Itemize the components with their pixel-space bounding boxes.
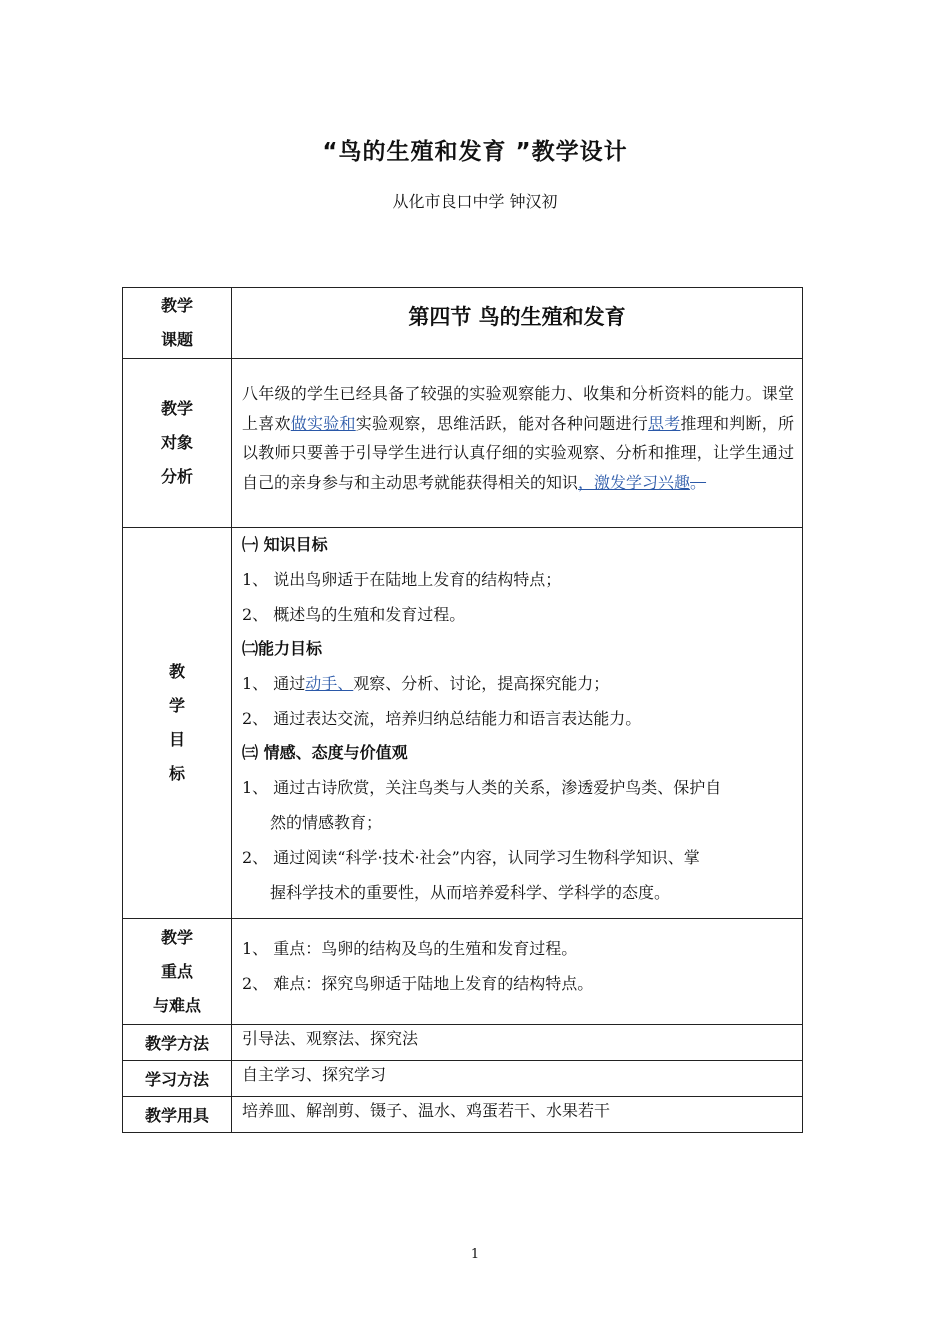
focus-item-key: 1、 重点：鸟卵的结构及鸟的生殖和发育过程。	[242, 939, 578, 958]
emotion-item-2: 2、 通过阅读“科学·技术·社会”内容，认同学习生物科学知识、掌	[242, 848, 700, 867]
goals-row	[123, 528, 803, 919]
analysis-link-experiment[interactable]: 做实验和	[290, 413, 356, 433]
emotion-heading: ㈢ 情感、态度与价值观	[242, 743, 408, 762]
focus-label-line-1: 教学	[160, 927, 193, 947]
focus-item-difficult: 2、 难点：探究鸟卵适于陆地上发育的结构特点。	[242, 974, 594, 993]
methods-row	[123, 1025, 803, 1061]
subject-row	[123, 288, 803, 359]
analysis-text-part-2: 实验观察，思维活跃，能对各种问题进行	[355, 413, 649, 433]
knowledge-item-1: 1、 说出鸟卵适于在陆地上发育的结构特点；	[242, 570, 562, 589]
goals-content	[232, 528, 802, 910]
methods-value: 引导法、观察法、探究法	[242, 1029, 419, 1048]
goals-label-line-1: 教	[168, 662, 185, 681]
methods-cell	[232, 1025, 803, 1061]
analysis-label-line-3: 分析	[160, 467, 193, 486]
goals-cell	[232, 528, 803, 919]
analysis-strikethrough: 。	[690, 472, 707, 492]
analysis-row	[123, 359, 803, 528]
analysis-text-part-1: 八年级的学生已经具备了较强的实验观察能力、收集和分析资料的能力。课堂上喜欢	[242, 384, 794, 433]
focus-row	[123, 919, 803, 1025]
study-cell	[232, 1061, 803, 1097]
focus-label	[123, 919, 232, 1025]
emotion-item-1: 1、 通过古诗欣赏，关注鸟类与人类的关系，渗透爱护鸟类、保护自	[242, 778, 722, 797]
subject-label	[123, 288, 232, 359]
goals-label-line-2: 学	[168, 696, 185, 715]
study-row	[123, 1061, 803, 1097]
tools-value: 培养皿、解剖剪、镊子、温水、鸡蛋若干、水果若干	[242, 1101, 611, 1120]
focus-content	[232, 919, 802, 1001]
ability-heading: ㈡能力目标	[242, 639, 323, 658]
tools-row	[123, 1097, 803, 1133]
study-value: 自主学习、探究学习	[242, 1065, 387, 1084]
analysis-label	[123, 359, 232, 528]
lesson-plan-table	[122, 287, 803, 1133]
focus-label-line-2: 重点	[160, 961, 193, 981]
tools-label: 教学用具	[123, 1097, 232, 1133]
analysis-label-line-2: 对象	[160, 433, 193, 452]
focus-label-line-3: 与难点	[152, 995, 201, 1015]
page-number: 1	[470, 1247, 480, 1262]
ability-item-2: 2、 通过表达交流，培养归纳总结能力和语言表达能力。	[242, 709, 642, 728]
goals-label-line-3: 目	[168, 730, 185, 749]
analysis-cell	[232, 359, 803, 528]
analysis-label-line-1: 教学	[160, 399, 193, 418]
analysis-text-part-3: 推理和判断，所以教师只要善于引导学生进行认真仔细的实验观察、分析和推理，让学生通过自己的亲身参与和主动思考就能获得相关的知识	[242, 413, 794, 492]
ability-item-1	[242, 666, 792, 701]
document-author: 从化市良口中学 钟汉初	[392, 192, 558, 211]
document-title: “鸟的生殖和发育 ”教学设计	[322, 139, 628, 165]
tools-cell	[232, 1097, 803, 1133]
ability-item-1-post: 观察、分析、讨论，提高探究能力；	[353, 674, 610, 693]
focus-cell	[232, 919, 803, 1025]
subject-cell	[232, 288, 803, 359]
goals-label-line-4: 标	[168, 764, 185, 783]
ability-link-hands-on[interactable]: 动手、	[305, 674, 354, 693]
subject-label-line-2: 课题	[160, 330, 193, 349]
emotion-item-2-cont: 握科学技术的重要性，从而培养爱科学、学科学的态度。	[270, 883, 671, 902]
emotion-item-1-cont: 然的情感教育；	[270, 813, 383, 832]
ability-item-1-pre: 1、 通过	[242, 674, 306, 693]
methods-label: 教学方法	[123, 1025, 232, 1061]
knowledge-item-2: 2、 概述鸟的生殖和发育过程。	[242, 605, 466, 624]
goals-label	[123, 528, 232, 919]
subject-label-line-1: 教学	[160, 296, 193, 315]
analysis-link-thinking[interactable]: 思考	[648, 413, 681, 433]
analysis-text	[232, 359, 802, 503]
knowledge-heading: ㈠ 知识目标	[242, 535, 328, 554]
analysis-link-interest[interactable]: ，激发学习兴趣	[578, 472, 691, 492]
subject-title: 第四节 鸟的生殖和发育	[408, 305, 626, 329]
study-label: 学习方法	[123, 1061, 232, 1097]
